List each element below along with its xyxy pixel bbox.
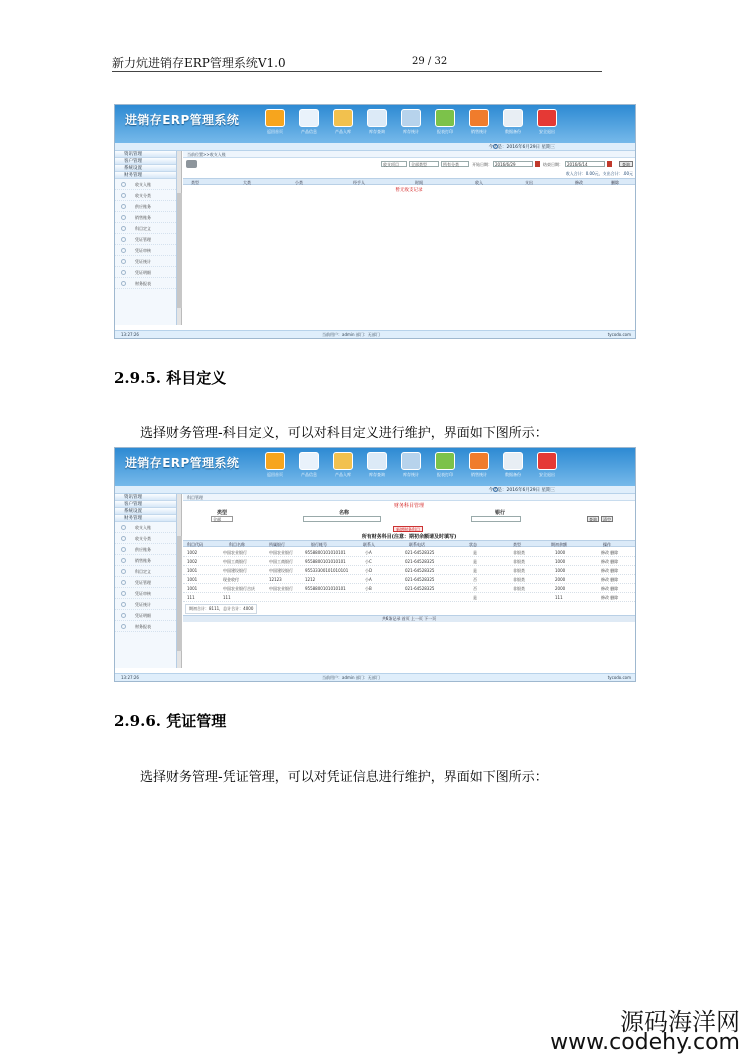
filter-type-select[interactable]: 全部类型 (409, 161, 439, 167)
column-header[interactable]: 支出 (525, 180, 533, 185)
bullet-icon (121, 580, 126, 585)
sidebar-item[interactable] (115, 610, 176, 621)
table-cell: 9558800101010101 (305, 586, 346, 591)
sidebar-item[interactable] (115, 544, 176, 555)
toolbar-label: 报表打印 (437, 472, 453, 477)
sidebar-item[interactable] (115, 577, 176, 588)
column-header[interactable]: 收入 (475, 180, 483, 185)
sidebar-item-label: 科目定义 (135, 226, 151, 231)
table-cell: 1002 (187, 550, 198, 555)
app-name: 进销存ERP管理系统 (125, 456, 240, 470)
bullet-icon (121, 525, 126, 530)
name-input[interactable] (303, 516, 381, 522)
column-header: 期初余额 (551, 542, 567, 547)
status-bar (115, 673, 635, 681)
toolbar-label: 安全退出 (539, 129, 555, 134)
sidebar-item-label: 供应账务 (135, 204, 151, 209)
sidebar-item-label: 收支分类 (135, 536, 151, 541)
bullet-icon (121, 281, 126, 286)
page-number: 29 / 32 (412, 56, 448, 67)
table-cell: 021-64528325 (405, 577, 435, 582)
status-site: tycodo.com (607, 675, 631, 680)
table-cell: 中国农业银行 (223, 550, 247, 555)
column-header: 银行帐号 (311, 542, 327, 547)
sidebar (115, 494, 177, 668)
sidebar-item[interactable] (115, 588, 176, 599)
table-row (183, 566, 635, 575)
empty-message: 暂无收支记录 (395, 188, 423, 193)
toolbar-label: 报表打印 (437, 129, 453, 134)
add-subject-button[interactable]: 新增财务科目 (393, 526, 423, 532)
bullet-icon (121, 569, 126, 574)
column-header: 删除 (611, 180, 619, 185)
info-bar (115, 486, 635, 494)
section-heading: 2.9.5. 科目定义 (114, 369, 227, 387)
toolbar-button[interactable] (535, 109, 559, 139)
sidebar-item-label: 凭证统计 (135, 259, 151, 264)
table-cell: 非银类 (513, 577, 525, 582)
toolbar-button[interactable] (433, 109, 457, 139)
breadcrumb: 当前位置>>收支入账 (183, 151, 635, 158)
table-cell: 小A (365, 550, 372, 555)
app-banner (115, 448, 635, 486)
toolbar-label: 销售统计 (471, 129, 487, 134)
toolbar-icon (469, 109, 489, 127)
sidebar-section[interactable]: 财务管理 (115, 172, 176, 179)
sidebar-item-label: 收支分类 (135, 193, 151, 198)
scrollbar-thumb[interactable] (177, 536, 182, 651)
sidebar-item-label: 科目定义 (135, 569, 151, 574)
column-header[interactable]: 大类 (243, 180, 251, 185)
sidebar-section[interactable]: 资讯管理 (115, 494, 176, 501)
sidebar-item-label: 销售账务 (135, 215, 151, 220)
end-date-label: 结束日期： (543, 162, 563, 167)
sidebar-item-label: 收支入账 (135, 182, 151, 187)
start-date-input[interactable]: 2016/6/29 (493, 161, 533, 167)
table-cell: 是 (473, 559, 477, 564)
table-cell: 非银类 (513, 586, 525, 591)
table-cell: 12123 (269, 577, 282, 582)
column-header: 类型 (513, 542, 521, 547)
sidebar-section[interactable]: 资讯管理 (115, 151, 176, 158)
toolbar-icon (299, 109, 319, 127)
toolbar-icon (299, 452, 319, 470)
column-header: 科目代码 (187, 542, 203, 547)
bullet-icon (121, 259, 126, 264)
toolbar-icon (367, 452, 387, 470)
sidebar-item-label: 凭证明细 (135, 270, 151, 275)
document-title: 新力炕进销存ERP管理系统V1.0 (112, 56, 286, 70)
sidebar-item-label: 凭证明细 (135, 613, 151, 618)
column-header: 联系人 (363, 542, 375, 547)
table-cell: 现金收付 (223, 577, 239, 582)
sidebar-scrollbar[interactable] (177, 151, 182, 325)
table-cell: 1001 (187, 568, 198, 573)
sidebar-item-label: 凭证审核 (135, 248, 151, 253)
status-site: tycodo.com (607, 332, 631, 337)
table-cell: 1000 (555, 568, 566, 573)
query-button[interactable]: 查询 (589, 517, 597, 522)
column-header: 所属银行 (269, 542, 285, 547)
toolbar-button[interactable] (263, 109, 287, 139)
toolbar-button[interactable] (399, 109, 423, 139)
toolbar-icon (503, 452, 523, 470)
status-time: 13:27:26 (121, 675, 139, 680)
sidebar-item-label: 供应账务 (135, 547, 151, 552)
toolbar-button[interactable] (297, 452, 321, 482)
toolbar-button[interactable] (263, 452, 287, 482)
start-date-label: 开始日期： (472, 162, 492, 167)
sidebar-item-label: 凭证审核 (135, 591, 151, 596)
table-cell: 111 (187, 595, 195, 600)
calendar-icon[interactable] (607, 161, 612, 167)
page-header (112, 52, 602, 72)
scrollbar-thumb[interactable] (177, 193, 182, 308)
app-banner (115, 105, 635, 143)
row-actions[interactable]: 修改 删除 (601, 586, 619, 591)
sidebar-scrollbar[interactable] (177, 494, 182, 668)
sidebar-section[interactable]: 客户管理 (115, 501, 176, 508)
table-cell: 否 (473, 586, 477, 591)
toolbar-label: 返回首页 (267, 129, 283, 134)
sidebar-section[interactable]: 财务管理 (115, 515, 176, 522)
table-row (183, 557, 635, 566)
filter-labels (183, 509, 635, 515)
status-user: 当前用户：admin 部门：无部门 (322, 675, 380, 680)
sidebar-item[interactable] (115, 245, 176, 256)
date-text: 今天是：2016年6月29日 星期三 (488, 145, 555, 150)
table-cell: 2000 (555, 586, 566, 591)
sidebar-item[interactable] (115, 267, 176, 278)
table-cell: 111 (555, 595, 563, 600)
table-cell: 1002 (187, 559, 198, 564)
bank-input[interactable] (471, 516, 521, 522)
column-header: 状态 (469, 542, 477, 547)
status-bar (115, 330, 635, 338)
toolbar-icon (435, 452, 455, 470)
bank-label: 银行 (495, 510, 506, 516)
status-time: 13:27:26 (121, 332, 139, 337)
end-date-input[interactable]: 2016/6/14 (565, 161, 605, 167)
calendar-icon[interactable] (535, 161, 540, 167)
totals-note: 期初合计：8111，总计合计：4000 (185, 604, 257, 614)
toolbar-label: 产品入库 (335, 129, 351, 134)
sidebar-item[interactable] (115, 599, 176, 610)
sidebar (115, 151, 177, 325)
sidebar-item[interactable] (115, 190, 176, 201)
date-text: 今天是：2016年6月29日 星期三 (488, 488, 555, 493)
row-actions[interactable]: 修改 删除 (601, 559, 619, 564)
toolbar-icon (333, 452, 353, 470)
bullet-icon (121, 613, 126, 618)
table-cell: 小C (365, 559, 372, 564)
table-cell: 1000 (555, 550, 566, 555)
sidebar-item[interactable] (115, 621, 176, 632)
column-header: 操作 (603, 542, 611, 547)
main-content (183, 494, 635, 668)
column-header[interactable]: 小类 (295, 180, 303, 185)
row-actions[interactable]: 修改 删除 (601, 595, 619, 600)
sidebar-item-label: 财务报表 (135, 624, 151, 629)
table-cell: 中国建设银行 (223, 568, 247, 573)
table-title: 所有财务科目(注意：期初余额请及时填写) (361, 534, 457, 540)
toolbar-icon (503, 109, 523, 127)
toolbar-label: 产品信息 (301, 472, 317, 477)
toolbar-label: 销售统计 (471, 472, 487, 477)
table-cell: 021-64528325 (405, 586, 435, 591)
bullet-icon (121, 270, 126, 275)
toolbar-button[interactable] (297, 109, 321, 139)
toolbar-button[interactable] (365, 109, 389, 139)
toolbar-button[interactable] (365, 452, 389, 482)
sidebar-item[interactable] (115, 555, 176, 566)
toolbar-label: 库存查询 (369, 472, 385, 477)
table-row (183, 548, 635, 557)
name-label: 名称 (339, 510, 350, 516)
panel-title: 财务科目管理 (393, 503, 424, 509)
section-heading: 2.9.6. 凭证管理 (114, 712, 227, 730)
toolbar-button[interactable] (467, 452, 491, 482)
table-cell: 非银类 (513, 559, 525, 564)
toolbar-button[interactable] (433, 452, 457, 482)
table-header (183, 178, 635, 185)
info-bar (115, 143, 635, 151)
sidebar-item[interactable] (115, 223, 176, 234)
toolbar-label: 产品信息 (301, 129, 317, 134)
type-select[interactable]: 全部 (211, 516, 233, 522)
table-cell: 是 (473, 595, 477, 600)
sidebar-section[interactable]: 客户管理 (115, 158, 176, 165)
sidebar-item-label: 收支入账 (135, 525, 151, 530)
breadcrumb: 科目管理 (183, 494, 635, 501)
reset-button[interactable]: 清空 (603, 517, 611, 522)
table-cell: 111 (223, 595, 231, 600)
filter-project-select[interactable]: 收支项目 (381, 161, 407, 167)
table-cell: 2000 (555, 577, 566, 582)
printer-icon[interactable] (186, 160, 197, 168)
watermark-name: 源码海洋网 (620, 1008, 740, 1036)
table-cell: 中国工商银行 (269, 559, 293, 564)
table-row (183, 575, 635, 584)
table-cell: 中国农业银行吉庆 (223, 586, 255, 591)
toolbar-button[interactable] (467, 109, 491, 139)
sidebar-item[interactable] (115, 533, 176, 544)
toolbar-label: 库存统计 (403, 129, 419, 134)
table-cell: 021-64528325 (405, 568, 435, 573)
toolbar-icon (537, 452, 557, 470)
table-cell: 小B (365, 586, 372, 591)
toolbar-button[interactable] (535, 452, 559, 482)
sidebar-item-label: 销售账务 (135, 558, 151, 563)
table-cell: 021-64528325 (405, 559, 435, 564)
sidebar-item[interactable] (115, 522, 176, 533)
table-cell: 小D (365, 568, 373, 573)
row-actions[interactable]: 修改 删除 (601, 568, 619, 573)
app-name: 进销存ERP管理系统 (125, 113, 240, 127)
table-cell: 1212 (305, 577, 316, 582)
table-cell: 非银类 (513, 568, 525, 573)
bullet-icon (121, 182, 126, 187)
sidebar-item-label: 凭证管理 (135, 237, 151, 242)
bullet-icon (121, 536, 126, 541)
bullet-icon (121, 591, 126, 596)
table-row (183, 584, 635, 593)
table-cell: 9558800101010101 (305, 550, 346, 555)
table-cell: 1000 (555, 559, 566, 564)
main-content (183, 151, 635, 325)
type-label: 类型 (217, 510, 228, 516)
sidebar-item-label: 财务报表 (135, 281, 151, 286)
sidebar-section[interactable]: 系统设置 (115, 165, 176, 172)
column-header: 修改 (575, 180, 583, 185)
table-cell: 是 (473, 568, 477, 573)
table-cell: 否 (473, 577, 477, 582)
sidebar-item-label: 凭证管理 (135, 580, 151, 585)
toolbar-icon (537, 109, 557, 127)
sidebar-item[interactable] (115, 566, 176, 577)
toolbar-label: 库存查询 (369, 129, 385, 134)
toolbar-icon (265, 452, 285, 470)
table-cell: 小A (365, 577, 372, 582)
toolbar-icon (401, 109, 421, 127)
row-actions[interactable]: 修改 删除 (601, 577, 619, 582)
section-paragraph: 选择财务管理-凭证管理，可以对凭证信息进行维护，界面如下图所示： (140, 770, 548, 785)
toolbar-icon (333, 109, 353, 127)
toolbar-label: 数据备份 (505, 129, 521, 134)
table-header (183, 540, 635, 547)
toolbar-icon (367, 109, 387, 127)
sidebar-item[interactable] (115, 201, 176, 212)
toolbar-icon (401, 452, 421, 470)
bullet-icon (121, 204, 126, 209)
table-cell: 95533300101010101 (305, 568, 349, 573)
sidebar-item[interactable] (115, 234, 176, 245)
table-cell: 9558800101010101 (305, 559, 346, 564)
toolbar-button[interactable] (331, 109, 355, 139)
table-cell: 中国农业银行 (269, 586, 293, 591)
toolbar-button[interactable] (501, 452, 525, 482)
column-header[interactable]: 经手人 (353, 180, 365, 185)
table-cell: 021-64528325 (405, 550, 435, 555)
row-actions[interactable]: 修改 删除 (601, 550, 619, 555)
pagination[interactable]: 共6条记录 首页 上一页 下一页 (183, 615, 635, 622)
toolbar-label: 安全退出 (539, 472, 555, 477)
column-header[interactable]: 时间 (415, 180, 423, 185)
column-header[interactable]: 类型 (191, 180, 199, 185)
status-user: 当前用户：admin 部门：无部门 (322, 332, 380, 337)
toolbar-label: 数据备份 (505, 472, 521, 477)
bullet-icon (121, 547, 126, 552)
section-paragraph: 选择财务管理-科目定义，可以对科目定义进行维护，界面如下图所示： (140, 426, 548, 441)
table-row (183, 593, 635, 602)
sidebar-item[interactable] (115, 179, 176, 190)
sidebar-section[interactable]: 系统设置 (115, 508, 176, 515)
bullet-icon (121, 193, 126, 198)
sidebar-item-label: 凭证统计 (135, 602, 151, 607)
table-cell: 是 (473, 550, 477, 555)
toolbar-label: 产品入库 (335, 472, 351, 477)
sidebar-item[interactable] (115, 212, 176, 223)
bullet-icon (121, 248, 126, 253)
sidebar-item[interactable] (115, 278, 176, 289)
bullet-icon (121, 215, 126, 220)
table-cell: 1001 (187, 586, 198, 591)
toolbar-icon (469, 452, 489, 470)
bullet-icon (121, 558, 126, 563)
bullet-icon (121, 602, 126, 607)
filter-class-select[interactable]: 所有分类 (441, 161, 469, 167)
query-button[interactable]: 查询 (619, 161, 633, 167)
toolbar-icon (435, 109, 455, 127)
bullet-icon (121, 237, 126, 242)
bullet-icon (121, 624, 126, 629)
table-cell: 中国农业银行 (269, 550, 293, 555)
table-cell: 非银类 (513, 550, 525, 555)
column-header: 科目名称 (229, 542, 245, 547)
table-cell: 中国工商银行 (223, 559, 247, 564)
totals-text: 收入合计：0.00元，支出合计：.00元 (565, 171, 633, 176)
screenshot-income-expense (114, 104, 636, 339)
toolbar-button[interactable] (331, 452, 355, 482)
sidebar-item[interactable] (115, 256, 176, 267)
table-cell: 1001 (187, 577, 198, 582)
screenshot-account-subjects (114, 447, 636, 682)
toolbar-label: 返回首页 (267, 472, 283, 477)
toolbar-label: 库存统计 (403, 472, 419, 477)
watermark-url: www.codehy.com (550, 1030, 740, 1055)
table-cell: 中国建设银行 (269, 568, 293, 573)
toolbar-icon (265, 109, 285, 127)
column-header: 联系电话 (409, 542, 425, 547)
toolbar-button[interactable] (501, 109, 525, 139)
toolbar-button[interactable] (399, 452, 423, 482)
bullet-icon (121, 226, 126, 231)
